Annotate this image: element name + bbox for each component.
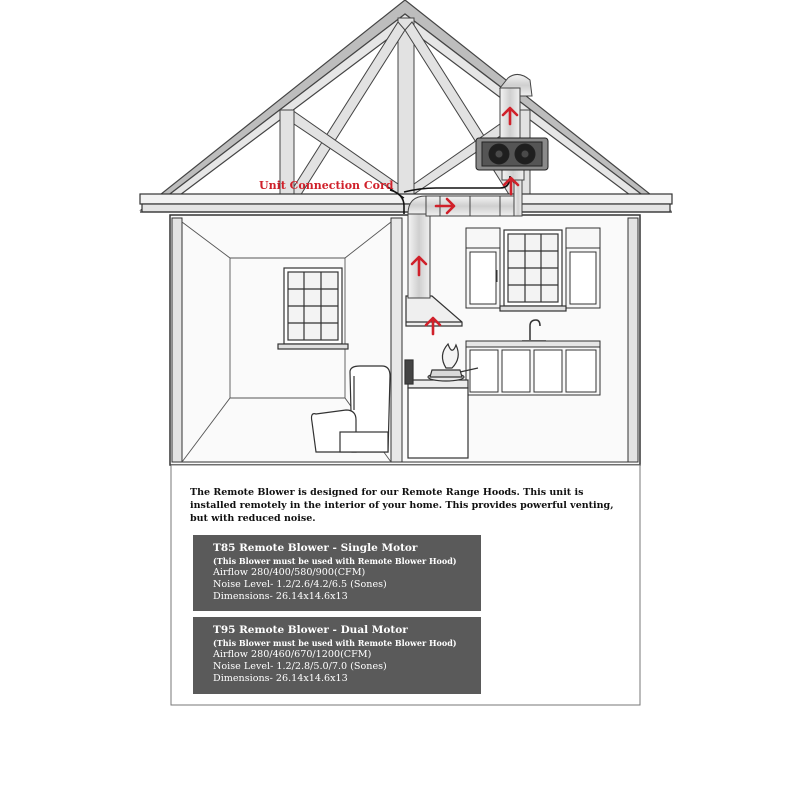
- ceiling-band: [140, 194, 672, 212]
- product-title: T95 Remote Blower - Dual Motor: [213, 624, 408, 636]
- intro-text: The Remote Blower is designed for our Remote Range Hoods. This unit is installed remotely in the interior of your home. This provides powerful venting, but with reduced noise.: [190, 487, 614, 524]
- cord-label: Unit Connection Cord: [259, 179, 394, 192]
- spec-box-t95: [193, 617, 481, 694]
- remote-blower-unit: [476, 138, 548, 170]
- product-airflow: Airflow 280/460/670/1200(CFM): [213, 649, 372, 660]
- product-title: T85 Remote Blower - Single Motor: [213, 542, 418, 554]
- kitchen-lower-cabinets: [466, 341, 600, 395]
- product-note: (This Blower must be used with Remote Blower Hood): [213, 556, 457, 566]
- product-dimensions: Dimensions- 26.14x14.6x13: [213, 591, 348, 602]
- product-noise: Noise Level- 1.2/2.6/4.2/6.5 (Sones): [213, 579, 387, 590]
- product-note: (This Blower must be used with Remote Blower Hood): [213, 638, 457, 648]
- product-dimensions: Dimensions- 26.14x14.6x13: [213, 673, 348, 684]
- spec-box-t85: [193, 535, 481, 611]
- product-airflow: Airflow 280/400/580/900(CFM): [213, 567, 366, 578]
- living-room-window: [278, 268, 348, 349]
- product-noise: Noise Level- 1.2/2.8/5.0/7.0 (Sones): [213, 661, 387, 672]
- kitchen-window: [500, 230, 566, 311]
